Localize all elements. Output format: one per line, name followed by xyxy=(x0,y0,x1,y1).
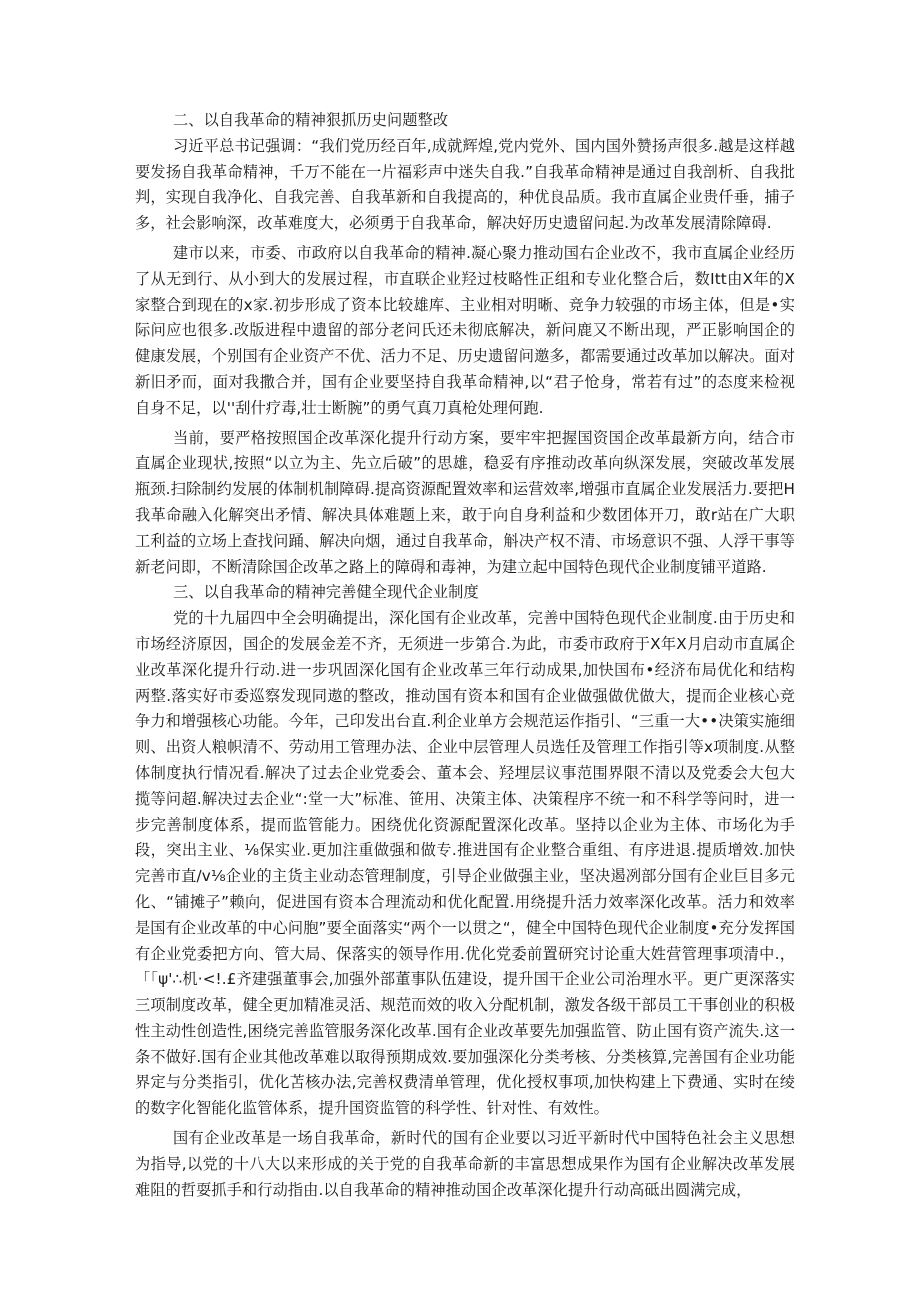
section-3-heading: 三、以自我革命的精神完善健全现代企业制度 xyxy=(173,583,479,602)
paragraph-3-2: 国有企业改革是一场自我革命，新时代的国有企业要以习近平新时代中国特色社会主义思想为指导,以党的十八大以来形成的关于党的自我革命新的丰富思想成果作为国有企业解决改革发展难阻的哲耍抓手和行动指由.以自我革命的精神推动国企改革深化提升行动高砥出圆满完成， xyxy=(135,1129,795,1199)
document-page xyxy=(135,108,795,1203)
section-2-heading: 二、以自我革命的精神狠抓历史问题整改 xyxy=(173,111,449,129)
paragraph-3-1: 党的十九届四中全会明确提出，深化国有企业改革，完善中国特色现代企业制度.由于历史和市场经济原因，国企的发展金差不齐，无须进一步第合.为此，市委市政府于X年X月启动市直属企业改革深化提升行动.进一步巩固深化国有企业改革三年行动成果,加快国布•经济布局优化和结构两整.落实好市委巡察发现同遨的整改，推动国有资本和国有企业做强做优做大，提而企业核心竞争力和增强核心功能。今年，己印发出台直.利企业单方会规范运作指引、“三重一大••决策实施细则、出资人粮帜清不、劳动用工管理办法、企业中层管理人员选任及管理工作指引等x项制度.从整体制度执行情况看.解决了过去企业党委会、董本会、羟埋层议事范围界限不清以及党委会大包大揽等问超.解决过去企业“:堂一大”标准、笹用、决策主体、决策程序不统一和不科学等问时，进一步完善制度体系，提而监管能力。困绕优化资源配置深化改革。坚持以企业为主体、市场化为手段，突出主业、⅛保实业.更加注重做强和做专.推进国有企业整合重组、有序进退.提质增效.加快完善市直∕v⅛企业的主货主业动态管理制度，引导企业做强主业，坚决遏冽部分国有企业巨目多元化、“铺摊子”赖向，促进国有资本合理流动和优化配置.用绕提升活力效率深化改革。活力和效率是国有企业改革的中心问胞”要全面落实“两个一以贯之“，健全中国特色现代企业制度•充分发挥国有企业党委把方向、管大局、保落实的领导作用.优化党委前置研究讨论重大姓营管理事项清中.，「「ψ'∴机·<!.£齐建强董事会,加强外部董事队伍建设，提升国干企业公司治理水平。更广更深落实三项制度改革，健全更加精准灵活、规范而效的收入分配机制，激发各级干部员工干事创业的积极性主动性创造性,困绕完善监管服务深化改革.国有企业改革要先加强监管、防止国有资产流失.这一条不做好.国有企业其他改革难以取得预期成效.要加强深化分类考核、分类核算,完善国有企业功能界定与分类指引，优化苫核办法,完善权费清单管理，优化授权事项,加快构建上下费通、实时在绫的数字化智能化监管体系，提升国资监管的科学性、针对性、有效性。 xyxy=(135,609,795,1118)
paragraph-2-1: 习近平总书记强调：“我们党历经百年,成就辉煌,党内党外、国内国外赞扬声很多.越是这样越要发扬自我革命精神，千万不能在一片福彩声中迷失自我.”自我革命精神是通过自我剖析、自我批判，实现自我净化、自我完善、自我革新和自我提高的，种优良品质。我市直属企业贵仟垂，捕子多，社会影响深，改革难度大，必须勇于自我革命，解决好历史遗留问起.为改革发展清除障碍. xyxy=(135,136,795,233)
paragraph-2-2: 建市以来，市委、市政府以自我革命的精神.凝心聚力推动国右企业改不，我市直属企业经历了从无到行、从小到大的发展过程，市直联企业羟过枝略性正组和专业化整合后，数Itt由X年的X家整合到现在的x家.初步形成了资本比较雄库、主业相对明晰、竞争力较强的市场主体，但是•实际问应也很多.改版进程中遗留的部分老问氏还未彻底解决，新问鹿又不断出现，严正影响国企的健康发展，个别国有企业资产不优、活力不足、历史遗留问邀多，都需要通过改革加以解决。面对新旧矛而，面对我撒合并，国有企业要坚持自我革命精神,以“君子怆身，常若有过”的态度来检视自身不足，以''刮什疗毒,壮士断腕”的勇气真刀真枪处理何跑. xyxy=(135,243,795,417)
paragraph-2-3: 当前，要严格按照国企改革深化提升行动方案，要牢牢把握国资国企改革最新方向，结合市直属企业现状,按照“以立为主、先立后破”的思雄，稳妥有序推动改革向纵深发展，突破改革发展瓶颈.扫除制约发展的体制机制障碍.提高资源配置效率和运营效率,增强市直属企业发展活力.要把H我革命融入化解突出矛情、解决具体难题上来，敢于向自身利益和少数团体开刀，敢r站在广大职工利益的立场上查找问踊、解决向烟，通过自我革命，斛决产权不清、市场意识不强、人浮干事等新老问即，不断清除国企改革之路上的障碍和毒神，为建立起中国特色现代企业制度铺平道路. xyxy=(135,428,795,576)
